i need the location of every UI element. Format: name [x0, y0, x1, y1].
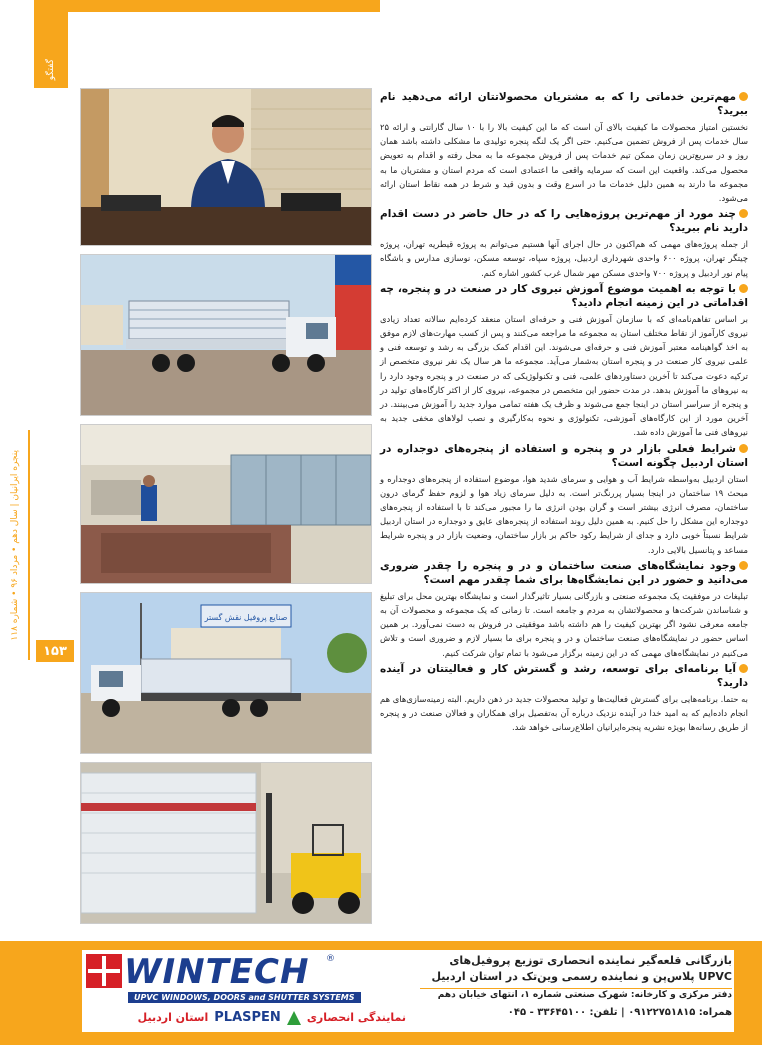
- brand-name: WINTECH: [124, 952, 310, 992]
- question-bullet-icon: [739, 92, 748, 101]
- question: آیا برنامه‌ای برای توسعه، رشد و گسترش کار و فعالیتتان در آینده دارید؟: [380, 662, 748, 689]
- question-bullet-icon: [739, 561, 748, 570]
- photo-truck-2: [80, 592, 372, 754]
- question: مهم‌ترین خدماتی را که به مشتریان محصولاتتان ارائه می‌دهید نام ببرید؟: [380, 91, 748, 117]
- photo-factory: [80, 424, 372, 584]
- question-bullet-icon: [739, 664, 748, 673]
- ad-phone: همراه: ۰۹۱۲۲۷۵۱۸۱۵ | تلفن: ۳۳۶۴۵۱۰۰ - ۰۴۵: [507, 1007, 732, 1018]
- question-bullet-icon: [739, 444, 748, 453]
- tree-icon: [287, 1011, 301, 1025]
- ad-line-2: UPVC پلاس‌پن و نماینده رسمی وین‌تک در استان اردبیل: [431, 970, 732, 983]
- advertisement-text: [420, 953, 732, 1021]
- wintech-logo-icon: [86, 954, 122, 988]
- question-bullet-icon: [739, 209, 748, 218]
- answer: نخستین امتیاز محصولات ما کیفیت بالای آن است که ما این کیفیت بالا را با ۱۰ سال گارانتی و ارائه ۲۵ سال خدمات پس از فروش تضمین می‌کنیم. حتی اگر یک لنگه پنجره تولیدی ما مشکلی داشته باشد همان روز و در سریع‌ترین زمان ممکن تیم خدمات پس از فروش مجموعه ما به محل رفته و اقدام به تعویض محصول می‌کند. واقعیت این است که سرمایه واقعی ما اعتمادی است که مردم استان و مشتریان ما به مجموعه ما دارند به همین دلیل خدمات ما در اسرع وقت و بدون قید و شرط در همه نقاط استان ارائه می‌شود.: [380, 122, 748, 204]
- question: وجود نمایشگاه‌های صنعت ساختمان و در و پنجره را چقدر ضروری می‌دانید و حضور در این نمایشگاه‌ها برای شما چقدر مهم است؟: [380, 559, 748, 586]
- answer: بر اساس تفاهم‌نامه‌ای که با سازمان آموزش فنی و حرفه‌ای استان منعقد کرده‌ایم سالانه تعداد زیادی نیروی کارآموز از نقاط مختلف استان به مجموعه ما مراجعه می‌کنند و پس از کسب مهارت‌های لازم موفق به اخذ گواهینامه معتبر آموزش فنی و حرفه‌ای می‌شوند. این اقدام کمک بزرگی به رشد و توسعه فنی و علمی نیروی کار صنعت در و پنجره استان به‌شمار می‌آید. مجموعه ما هر سال یک نفر نیروی متخصص از ترکیه دعوت می‌کند تا آخرین دستاوردهای علمی، فنی و تکنولوژیکی که در صنعت در و پنجره وجود دارد را به نیروهای ما آموزش بدهد. در مدت حضور این متخصص در مجموعه، نیروی کار از اکثر کارگاه‌های تولید در و پنجره از سراسر استان در اینجا جمع می‌شوند و ظرف یک هفته تمامی موارد جدید را آموزش می‌بینند. در آخرین مورد از این کارگاه‌های آموزشی، تکنولوژی و نحوه به‌کارگیری و نصب لولاهای مخفی جدید به نیروهای فنی ما آموزش داده شد.: [380, 313, 748, 438]
- ad-divider: [420, 988, 732, 989]
- answer: تبلیغات در موفقیت یک مجموعه صنعتی و بازرگانی بسیار تاثیرگذار است و نمایشگاه بهترین محل برای تبلیغ و شناساندن شرکت‌ها و محصولاتشان به مردم و جامعه است. تا زمانی که یک مجموعه و محصولات آن به جامعه معرفی نشود اگر بهترین کیفیت را هم داشته باشد موفقیتی در فروش به دست نمی‌آورد. بر همین اساس حضور در نمایشگاه‌های صنعت ساختمان و در و پنجره برای ما بسیار لازم و ضروری است و تلاش می‌کنیم در نمایشگاه‌های مهمی که در این زمینه برگزار می‌شود با تمام توان شرکت کنیم.: [380, 590, 748, 658]
- question-bullet-icon: [739, 284, 748, 293]
- photo-forklift: [80, 762, 372, 924]
- qa-block: [380, 207, 748, 280]
- brand-tagline: UPVC WINDOWS, DOORS and SHUTTER SYSTEMS: [128, 992, 361, 1003]
- qa-block: [380, 282, 748, 440]
- photo-truck-1: [80, 254, 372, 416]
- qa-block: [380, 662, 748, 735]
- question: چند مورد از مهم‌ترین پروژه‌هایی را که در حال حاضر در دست اقدام دارید نام ببرید؟: [380, 208, 748, 235]
- dealer-label: نمایندگی انحصاری: [306, 1011, 406, 1024]
- plaspen-logo: PLASPEN: [214, 1010, 281, 1025]
- answer: استان اردبیل به‌واسطه شرایط آب و هوایی و سرمای شدید هوا، موضوع استفاده از پنجره‌های دوجداره و مبحث ۱۹ ساختمان در اینجا بسیار پررنگ‌تر است. به دلیل سرمای زیاد هوا و لزوم حفظ گرمای درون ساختمان، مصرف انرژی بیشتر است و گران بودن انرژی ما را مجبور می‌کند تا با استفاده از پنجره‌های دوجداره این مشکل را حل کنیم. به همین دلیل روند استفاده از پنجره‌های عایق و دوجداره در استان اردبیل شرایط نسبتاً خوبی دارد و جدای از شرایط رکود حاکم بر بازار ساختمان، وضعیت بازار در و پنجره شرایط مساعد و پتانسیل بالایی دارد.: [380, 473, 749, 555]
- answer: از جمله پروژه‌های مهمی که هم‌اکنون در حال اجرای آنها هستیم می‌توانم به پروژه قیطریه تهران، پروژه چیتگر تهران، پروژه ۶۰۰ واحدی شهرداری اردبیل، پروژه سپاه، توسعه مسکن، نوسازی مدارس و باشگاه پیام نور اردبیل و پروژه ۷۰۰ واحدی مسکن مهر شمال غرب کشور اشاره کنم.: [380, 239, 748, 278]
- ad-line-1: بازرگانی قلعه‌گیر نماینده انحصاری توزیع پروفیل‌های: [449, 954, 732, 967]
- factory-sign: صنایع پروفیل نقش گستر: [204, 613, 288, 622]
- article-body: [380, 88, 748, 938]
- qa-block: [380, 442, 748, 557]
- question: شرایط فعلی بازار در و پنجره و استفاده از پنجره‌های دوجداره در استان اردبیل چگونه است؟: [380, 442, 748, 469]
- dealer-region: استان اردبیل: [137, 1011, 209, 1024]
- top-accent-strip: [35, 0, 380, 12]
- page-number: ۱۵۳: [36, 640, 74, 662]
- answer: به حتما. برنامه‌هایی برای گسترش فعالیت‌ها و تولید محصولات جدید در ذهن داریم. البته زمینه‌سازی‌های هم انجام داده‌ایم که به امید خدا در آینده نزدیک درباره آن به‌تفصیل برای همکاران و فعالان صنعت در و پنجره از طریق رسانه‌ها بویژه نشریه پنجره‌ایرانیان اطلاع‌رسانی خواهد شد.: [380, 693, 748, 733]
- photo-office: [80, 88, 372, 246]
- section-tab: گفتگو: [34, 0, 68, 88]
- registered-mark: ®: [326, 954, 335, 964]
- qa-block: [380, 90, 748, 205]
- issue-label: پنجره ایرانیان | سال دهم • مرداد ۹۶ • شماره ۱۱۸: [10, 449, 20, 641]
- photo-column: [80, 88, 372, 932]
- question: با توجه به اهمیت موضوع آموزش نیروی کار در صنعت در و پنجره، چه اقداماتی در این زمینه انجام دادید؟: [380, 282, 748, 309]
- ad-address: دفتر مرکزی و کارخانه: شهرک صنعتی شماره ۱، انتهای خیابان دهم: [437, 990, 732, 1000]
- qa-block: [380, 559, 748, 660]
- dealer-line: [86, 1010, 406, 1025]
